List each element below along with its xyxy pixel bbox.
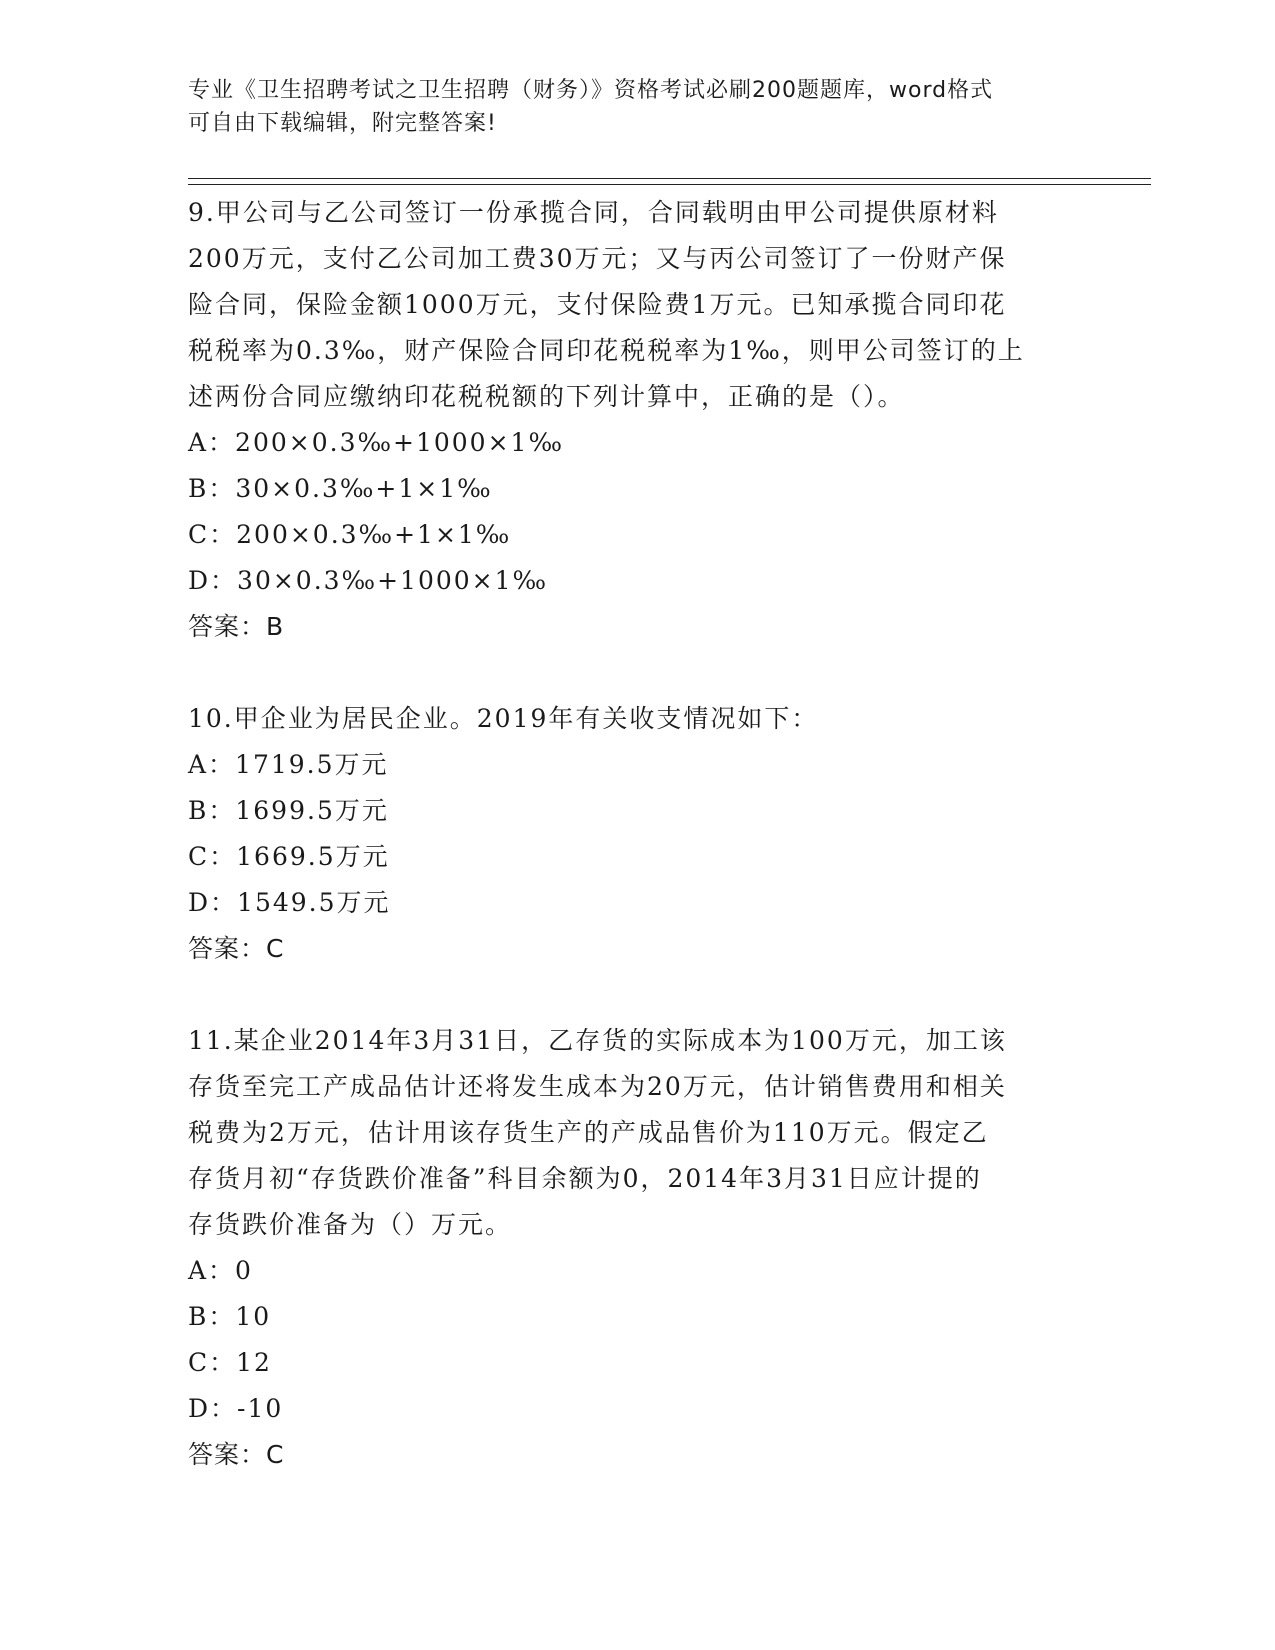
question-stem-line: 税税率为0.3‰，财产保险合同印花税税率为1‰，则甲公司签订的上 <box>188 336 1025 365</box>
option-a: A：0 <box>188 1256 253 1285</box>
question-spacer <box>188 972 1088 1018</box>
header-divider-top <box>188 178 1151 179</box>
question-10 <box>188 696 1088 972</box>
question-stem-line: 税费为2万元，估计用该存货生产的产成品售价为110万元。假定乙 <box>188 1118 989 1147</box>
question-stem-line: 存货至完工产成品估计还将发生成本为20万元，估计销售费用和相关 <box>188 1072 1007 1101</box>
option-c: C：200×0.3‰+1×1‰ <box>188 520 512 549</box>
question-stem-line: 存货跌价准备为（）万元。 <box>188 1210 513 1239</box>
header-line-1: 专业《卫生招聘考试之卫生招聘（财务）》资格考试必刷200题题库，word格式 <box>188 78 994 103</box>
option-a: A：1719.5万元 <box>188 750 389 779</box>
question-stem-line: 10.甲企业为居民企业。2019年有关收支情况如下： <box>188 704 819 733</box>
option-d: D：30×0.3‰+1000×1‰ <box>188 566 549 595</box>
option-b: B：1699.5万元 <box>188 796 389 825</box>
option-b: B：30×0.3‰+1×1‰ <box>188 474 493 503</box>
answer-label: 答案：C <box>188 1440 285 1469</box>
option-d: D：-10 <box>188 1394 284 1423</box>
document-header <box>188 74 1068 140</box>
question-stem-line: 200万元，支付乙公司加工费30万元；又与丙公司签订了一份财产保 <box>188 244 1007 273</box>
header-divider-bottom <box>188 184 1151 185</box>
option-b: B：10 <box>188 1302 272 1331</box>
question-11 <box>188 1018 1088 1478</box>
answer-label: 答案：B <box>188 612 285 641</box>
question-stem-line: 9.甲公司与乙公司签订一份承揽合同，合同载明由甲公司提供原材料 <box>188 198 999 227</box>
question-stem-line: 述两份合同应缴纳印花税税额的下列计算中，正确的是（）。 <box>188 382 905 411</box>
question-9 <box>188 190 1088 650</box>
option-c: C：1669.5万元 <box>188 842 390 871</box>
answer-label: 答案：C <box>188 934 285 963</box>
option-d: D：1549.5万元 <box>188 888 391 917</box>
question-stem-line: 存货月初“存货跌价准备”科目余额为0，2014年3月31日应计提的 <box>188 1164 982 1193</box>
option-c: C：12 <box>188 1348 272 1377</box>
question-stem-line: 11.某企业2014年3月31日，乙存货的实际成本为100万元，加工该 <box>188 1026 1007 1055</box>
header-line-2: 可自由下载编辑，附完整答案! <box>188 111 497 136</box>
question-spacer <box>188 650 1088 696</box>
question-list <box>188 190 1088 1478</box>
question-stem-line: 险合同，保险金额1000万元，支付保险费1万元。已知承揽合同印花 <box>188 290 1007 319</box>
option-a: A：200×0.3‰+1000×1‰ <box>188 428 564 457</box>
